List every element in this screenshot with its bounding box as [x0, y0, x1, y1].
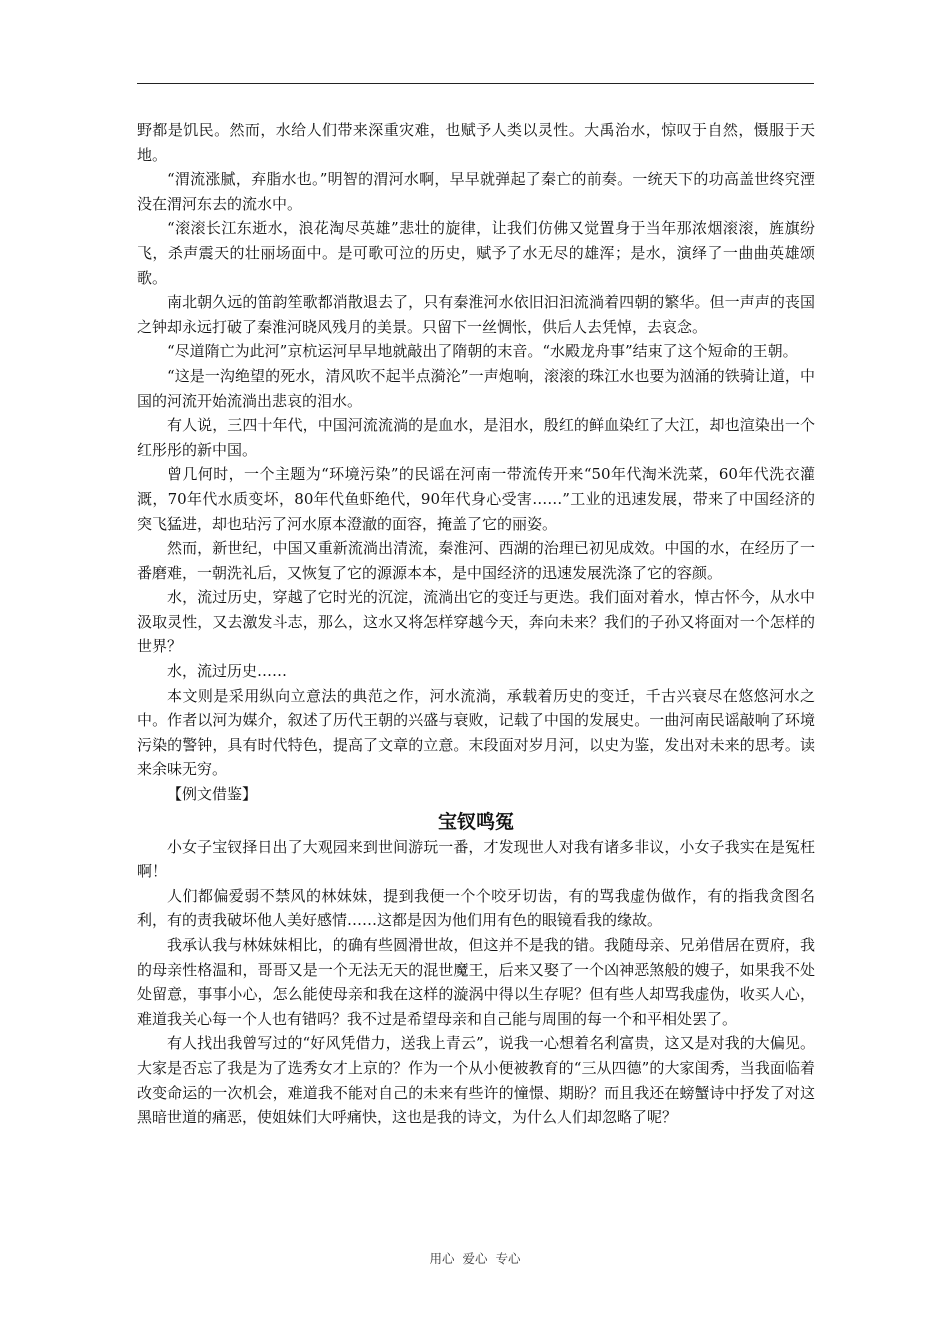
article2-paragraph: 有人找出我曾写过的“好风凭借力，送我上青云”，说我一心想着名利富贵，这又是对我的大偏见。大家是否忘了我是为了选秀女才上京的？作为一个从小便被教育的“三从四德”的大家闺秀，当我面临着改变命运的一次机会，难道我不能对自己的未来有些许的憧憬、期盼？而且我还在螃蟹诗中抒发了对这黑暗世道的痛恶，使姐妹们大呼痛快，这也是我的诗文，为什么人们却忽略了呢？ [137, 1034, 815, 1127]
article1-paragraph: 有人说，三四十年代，中国河流流淌的是血水，是泪水，殷红的鲜血染红了大江，却也渲染出一个红彤彤的新中国。 [137, 416, 815, 459]
article2-paragraph: 人们都偏爱弱不禁风的林妹妹，提到我便一个个咬牙切齿，有的骂我虚伪做作，有的指我贪图名利，有的责我破坏他人美好感情……这都是因为他们用有色的眼镜看我的缘故。 [137, 886, 815, 930]
commentary-paragraph: 本文则是采用纵向立意法的典范之作，河水流淌，承载着历史的变迁，千古兴衰尽在悠悠河水之中。作者以河为媒介，叙述了历代王朝的兴盛与衰败，记载了中国的发展史。一曲河南民谣敲响了环境污染的警钟，具有时代特色，提高了文章的立意。末段面对岁月河，以史为鉴，发出对未来的思考。读来余味无穷。 [137, 686, 815, 779]
article1-paragraph: “渭流涨腻，弃脂水也。”明智的渭河水啊，早早就弹起了秦亡的前奏。一统天下的功高盖世终究湮没在渭河东去的流水中。 [137, 170, 815, 213]
article1-paragraph: “尽道隋亡为此河”京杭运河早早地就敲出了隋朝的末音。“水殿龙舟事”结束了这个短命的王朝。 [167, 342, 798, 361]
article1-paragraph: 野都是饥民。然而，水给人们带来深重灾难，也赋予人类以灵性。大禹治水，惊叹于自然，慑服于天地。 [137, 121, 815, 164]
article1-paragraph: 水，流过历史，穿越了它时光的沉淀，流淌出它的变迁与更迭。我们面对着水，悼古怀今，从水中汲取灵性，又去激发斗志，那么，这水又将怎样穿越今天，奔向未来？我们的子孙又将面对一个怎样的世界？ [137, 588, 815, 656]
article1-paragraph: 水，流过历史…… [167, 662, 288, 681]
page-content [137, 118, 815, 1130]
article1-paragraph: 然而，新世纪，中国又重新流淌出清流，秦淮河、西湖的治理已初见成效。中国的水，在经历了一番磨难，一朝洗礼后，又恢复了它的源源本本，是中国经济的迅速发展洗涤了它的容颜。 [137, 539, 815, 582]
page-footer: 用心 爱心 专心 [429, 1251, 521, 1266]
article2-paragraph: 小女子宝钗择日出了大观园来到世间游玩一番，才发现世人对我有诸多非议，小女子我实在是冤枉啊！ [137, 837, 815, 881]
article2-paragraph: 我承认我与林妹妹相比，的确有些圆滑世故，但这并不是我的错。我随母亲、兄弟借居在贾府，我的母亲性格温和，哥哥又是一个无法无天的混世魔王，后来又娶了一个凶神恶煞般的嫂子，如果我不处处留意，事事小心，怎么能使母亲和我在这样的漩涡中得以生存呢？但有些人却骂我虚伪，收买人心，难道我关心每一个人也有错吗？我不过是希望母亲和自己能与周围的每一个和平相处罢了。 [137, 936, 815, 1028]
article1-paragraph: “滚滚长江东逝水，浪花淘尽英雄”悲壮的旋律，让我们仿佛又觉置身于当年那浓烟滚滚，旌旗纷飞，杀声震天的壮丽场面中。是可歌可泣的历史，赋予了水无尽的雄浑；是水，演绎了一曲曲英雄颂歌。 [137, 219, 815, 287]
article-title: 宝钗鸣冤 [437, 810, 514, 833]
header-rule [137, 83, 814, 84]
article1-paragraph: 曾几何时，一个主题为“环境污染”的民谣在河南一带流传开来“50年代淘米洗菜，60年代洗衣灌溉，70年代水质变坏，80年代鱼虾绝代，90年代身心受害……”工业的迅速发展，带来了中国经济的突飞猛进，却也玷污了河水原本澄澈的面容，掩盖了它的丽姿。 [137, 465, 815, 533]
article1-paragraph: “这是一沟绝望的死水，清风吹不起半点漪沦”一声炮响，滚滚的珠江水也要为汹涌的铁骑让道，中国的河流开始流淌出悲哀的泪水。 [137, 366, 815, 410]
article1-paragraph: 南北朝久远的笛韵笙歌都消散退去了，只有秦淮河水依旧汩汩流淌着四朝的繁华。但一声声的丧国之钟却永远打破了秦淮河晓风残月的美景。只留下一丝惆怅，供后人去凭悼，去哀念。 [137, 293, 815, 336]
section-tag: 【例文借鉴】 [167, 785, 258, 804]
